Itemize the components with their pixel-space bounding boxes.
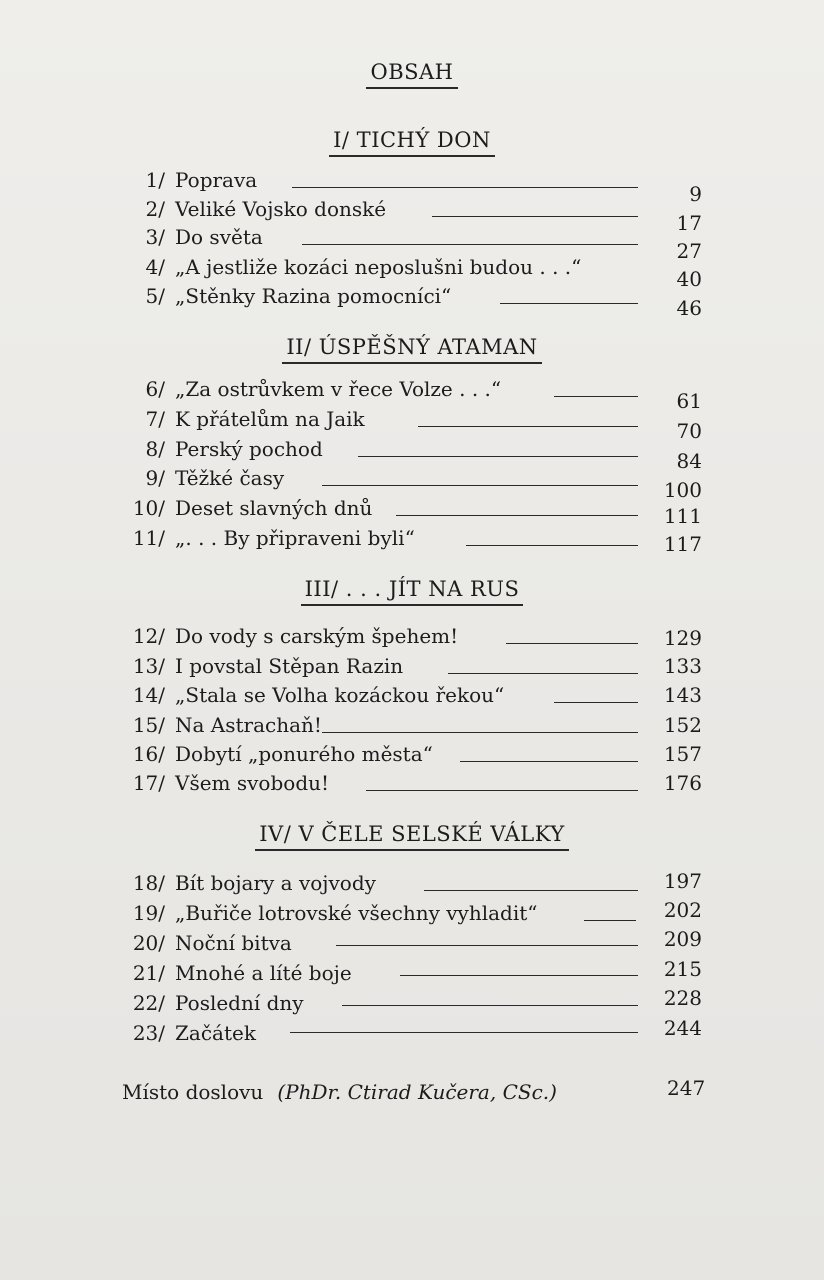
toc-entry: 11/ „. . . By připraveni byli“ 117 [132,526,702,556]
afterword-author: (PhDr. Ctirad Kučera, CSc.) [277,1080,557,1104]
toc-entry: 19/ „Buřiče lotrovské všechny vyhladit“ 202 [132,898,702,925]
toc-entry: 13/ I povstal Stěpan Razin 133 [132,654,702,678]
leader-line [448,673,638,674]
toc-entry: 12/ Do vody s carským špehem! 129 [132,624,702,650]
leader-line [358,456,638,457]
section-heading-4: IV/ V ČELE SELSKÉ VÁLKY [0,822,824,851]
toc-entry: 20/ Noční bitva 209 [132,927,702,955]
leader-line [290,1032,638,1033]
toc-entry: 16/ Dobytí „ponurého města“ 157 [132,742,702,766]
toc-entry: 1/ Poprava 9 [145,168,702,206]
toc-entry: 23/ Začátek 244 [132,1016,702,1045]
leader-line [554,396,638,397]
leader-line [396,515,638,516]
leader-line [584,920,636,921]
toc-entry: 14/ „Stala se Volha kozáckou řekou“ 143 [132,683,702,707]
leader-line [500,303,638,304]
leader-line [554,702,638,703]
toc-entry: 8/ Perský pochod 84 [145,437,702,473]
section-heading-3: III/ . . . JÍT NA RUS [0,577,824,606]
leader-line [418,426,638,427]
leader-line [460,761,638,762]
toc-entry: 4/ „A jestliže kozáci neposlušni budou . . .“ 40 [145,255,702,291]
section-heading-1: I/ TICHÝ DON [0,128,824,157]
toc-entry: 18/ Bít bojary a vojvody 197 [132,869,702,895]
toc-entry: 3/ Do světa 27 [145,225,702,263]
leader-line [466,545,638,546]
leader-line [322,485,638,486]
toc-entry: 5/ „Stěnky Razina pomocníci“ 46 [145,284,702,320]
leader-line [366,790,638,791]
toc-heading-text: OBSAH [366,60,457,89]
toc-heading [0,60,824,89]
toc-entry: 15/ Na Astrachaň! 152 [132,713,702,737]
leader-line [302,244,638,245]
leader-line [342,1005,638,1006]
leader-line [424,890,638,891]
toc-entry: 7/ K přátelům na Jaik 70 [145,407,702,443]
toc-entry: 2/ Veliké Vojsko donské 17 [145,197,702,235]
leader-line [506,643,638,644]
toc-entry: 6/ „Za ostrůvkem v řece Volze . . .“ 61 [145,377,702,413]
afterword-label: Místo doslovu [122,1080,264,1104]
afterword-entry [122,1076,722,1110]
toc-entry: 9/ Těžké časy 100 [145,466,702,502]
afterword-page: 247 [667,1076,706,1100]
leader-line [322,732,638,733]
leader-line [336,945,638,946]
section-heading-2: II/ ÚSPĚŠNÝ ATAMAN [0,335,824,364]
leader-line [432,216,638,217]
toc-entry: 17/ Všem svobodu! 176 [132,771,702,795]
leader-line [292,187,638,188]
leader-line [400,975,638,976]
toc-entry: 10/ Deset slavných dnů 111 [132,496,702,528]
toc-entry: 22/ Poslední dny 228 [132,986,702,1015]
toc-entry: 21/ Mnohé a líté boje 215 [132,957,702,985]
